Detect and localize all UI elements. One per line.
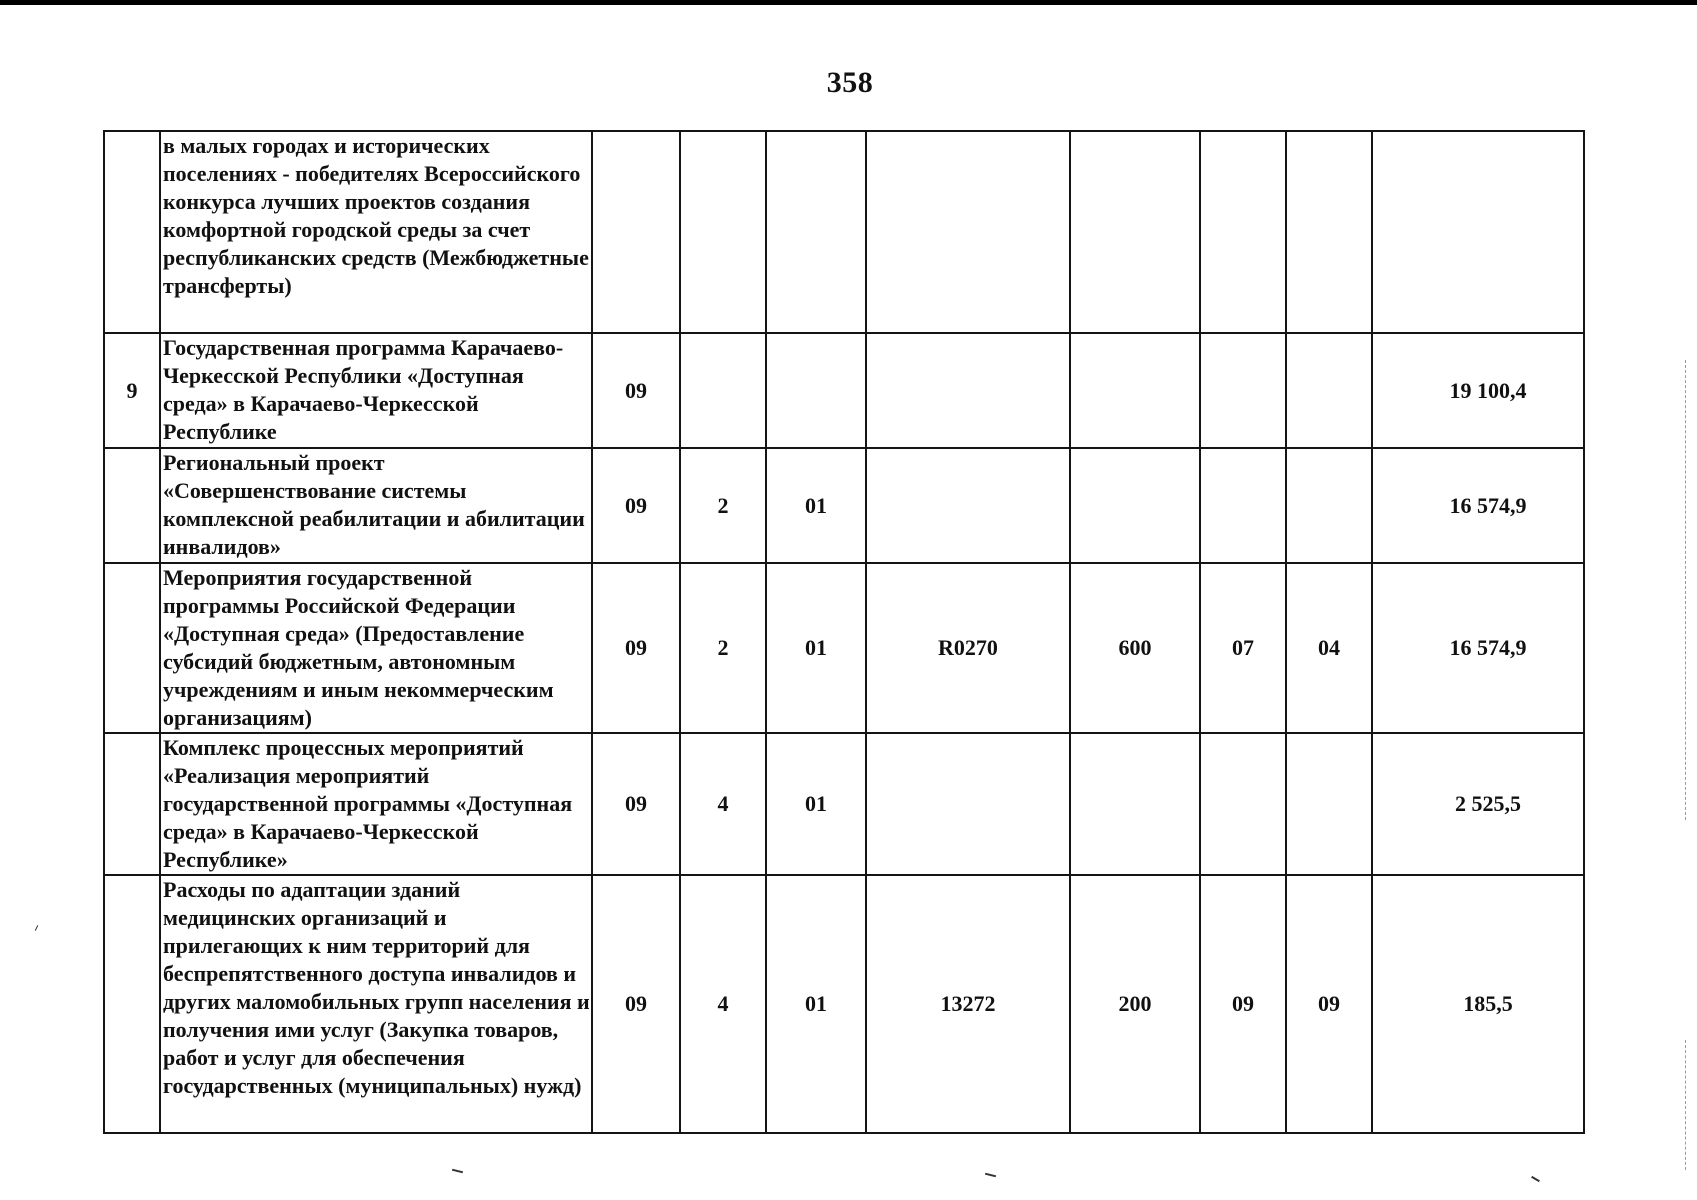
subprogram-code: 4 bbox=[680, 733, 766, 875]
row-index bbox=[104, 131, 160, 333]
row-description: Комплекс процессных мероприятий «Реализация мероприятий государственной программы «Доступная среда» в Карачаево-Черкесской Республике» bbox=[160, 733, 592, 875]
row-index bbox=[104, 875, 160, 1133]
row-description: Государственная программа Карачаево-Черкесской Республики «Доступная среда» в Карачаево-Черкесской Республике bbox=[160, 333, 592, 448]
expense-type-code: 200 bbox=[1070, 875, 1200, 1133]
amount-value: 185,5 bbox=[1372, 875, 1584, 1133]
subsection-code: 09 bbox=[1286, 875, 1372, 1133]
row-index: 9 bbox=[104, 333, 160, 448]
scan-mark bbox=[1531, 1176, 1540, 1182]
row-description: Расходы по адаптации зданий медицинских организаций и прилегающих к ним территорий для беспрепятственного доступа инвалидов и других маломобильных групп населения и получения ими услуг (Закупка товаров, работ и услуг для обеспечения государственных (муниципальных) нужд) bbox=[160, 875, 592, 1133]
expense-type-code bbox=[1070, 733, 1200, 875]
main-event-code: 01 bbox=[766, 733, 866, 875]
expense-type-code: 600 bbox=[1070, 563, 1200, 733]
subsection-code bbox=[1286, 733, 1372, 875]
row-description: в малых городах и исторических поселениях - победителях Всероссийского конкурса лучших проектов создания комфортной городской среды за счет республиканских средств (Межбюджетные трансферты) bbox=[160, 131, 592, 333]
scan-mark bbox=[35, 925, 38, 931]
budget-table bbox=[103, 130, 1585, 1134]
expense-type-code bbox=[1070, 448, 1200, 563]
main-event-code bbox=[766, 333, 866, 448]
row-index bbox=[104, 448, 160, 563]
subsection-code bbox=[1286, 333, 1372, 448]
scan-top-edge bbox=[0, 0, 1697, 5]
subprogram-code bbox=[680, 333, 766, 448]
section-code bbox=[1200, 131, 1286, 333]
main-event-code: 01 bbox=[766, 875, 866, 1133]
table-row bbox=[104, 333, 1584, 448]
subprogram-code: 2 bbox=[680, 563, 766, 733]
subsection-code bbox=[1286, 448, 1372, 563]
table-row bbox=[104, 131, 1584, 333]
program-code: 09 bbox=[592, 448, 680, 563]
amount-value: 2 525,5 bbox=[1372, 733, 1584, 875]
row-description: Региональный проект «Совершенствование системы комплексной реабилитации и абилитации инвалидов» bbox=[160, 448, 592, 563]
section-code bbox=[1200, 448, 1286, 563]
subsection-code: 04 bbox=[1286, 563, 1372, 733]
amount-value: 19 100,4 bbox=[1372, 333, 1584, 448]
table-row bbox=[104, 563, 1584, 733]
main-event-code: 01 bbox=[766, 563, 866, 733]
section-code: 09 bbox=[1200, 875, 1286, 1133]
section-code bbox=[1200, 333, 1286, 448]
scan-mark bbox=[452, 1169, 463, 1174]
subprogram-code: 4 bbox=[680, 875, 766, 1133]
section-code bbox=[1200, 733, 1286, 875]
table-row bbox=[104, 448, 1584, 563]
table-row bbox=[104, 733, 1584, 875]
amount-value: 16 574,9 bbox=[1372, 448, 1584, 563]
budget-table-container bbox=[103, 130, 1585, 1134]
direction-code: 13272 bbox=[866, 875, 1070, 1133]
main-event-code bbox=[766, 131, 866, 333]
expense-type-code bbox=[1070, 131, 1200, 333]
row-index bbox=[104, 733, 160, 875]
direction-code bbox=[866, 733, 1070, 875]
program-code: 09 bbox=[592, 563, 680, 733]
row-description: Мероприятия государственной программы Российской Федерации «Доступная среда» (Предоставление субсидий бюджетным, автономным учреждениям и иным некоммерческим организациям) bbox=[160, 563, 592, 733]
scan-mark bbox=[985, 1173, 996, 1178]
direction-code bbox=[866, 333, 1070, 448]
program-code: 09 bbox=[592, 333, 680, 448]
scan-edge-artifact bbox=[1685, 1040, 1687, 1170]
page-number: 358 bbox=[826, 66, 874, 99]
amount-value bbox=[1372, 131, 1584, 333]
amount-value: 16 574,9 bbox=[1372, 563, 1584, 733]
row-index bbox=[104, 563, 160, 733]
direction-code bbox=[866, 131, 1070, 333]
program-code bbox=[592, 131, 680, 333]
table-row bbox=[104, 875, 1584, 1133]
subprogram-code: 2 bbox=[680, 448, 766, 563]
direction-code: R0270 bbox=[866, 563, 1070, 733]
main-event-code: 01 bbox=[766, 448, 866, 563]
scan-edge-artifact bbox=[1685, 360, 1687, 820]
direction-code bbox=[866, 448, 1070, 563]
section-code: 07 bbox=[1200, 563, 1286, 733]
expense-type-code bbox=[1070, 333, 1200, 448]
subprogram-code bbox=[680, 131, 766, 333]
program-code: 09 bbox=[592, 875, 680, 1133]
program-code: 09 bbox=[592, 733, 680, 875]
subsection-code bbox=[1286, 131, 1372, 333]
